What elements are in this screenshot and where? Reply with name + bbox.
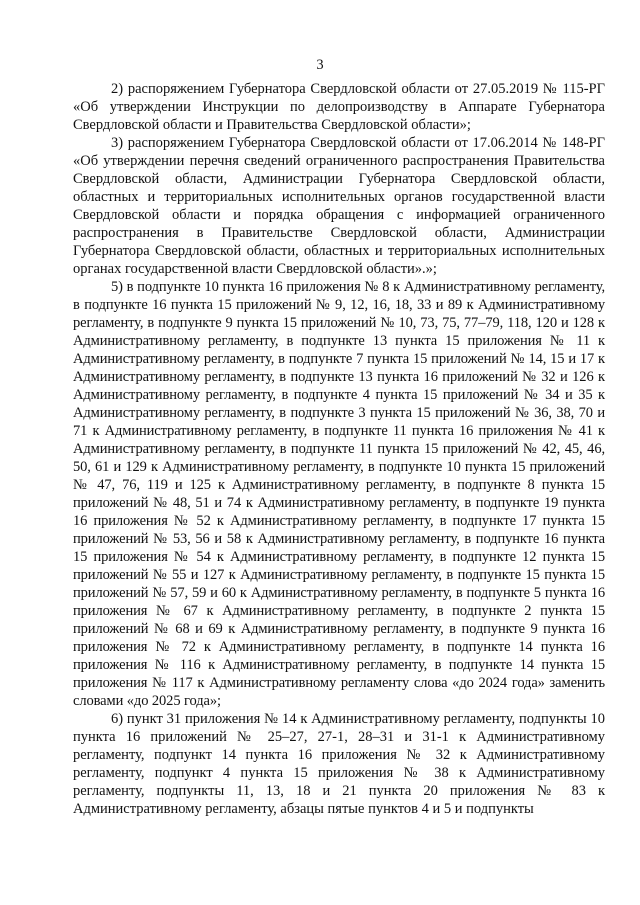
paragraph-item-2: 2) распоряжением Губернатора Свердловской области от 27.05.2019 № 115-РГ «Об утверждении Инструкции по делопроизводству в Аппарате Губернатора Свердловской области и Правительства Свердловской области»; — [73, 81, 605, 133]
paragraph-item-6: 6) пункт 31 приложения № 14 к Административному регламенту, подпункты 10 пункта 16 приложений № 25–27, 27-1, 28–31 и 31-1 к Административному регламенту, подпункт 14 пункта 16 приложения № 32 к Административному регламенту, подпункт 4 пункта 15 приложения № 38 к Административному регламенту, подпункты 11, 13, 18 и 21 пункта 20 приложения № 83 к Административному регламенту, абзацы пятые пунктов 4 и 5 и подпункты — [73, 711, 605, 817]
page-number: 3 — [316, 57, 324, 73]
document-body — [73, 80, 605, 818]
paragraph-item-3: 3) распоряжением Губернатора Свердловской области от 17.06.2014 № 148-РГ «Об утверждении перечня сведений ограниченного распространения Правительства Свердловской области, Администрации Губернатора Свердловской области, областных и территориальных исполнительных органов государственной власти Свердловской области и порядка обращения с информацией ограниченного распространения в Правительстве Свердловской области, Администрации Губернатора Свердловской области, областных и территориальных исполнительных органах государственной власти Свердловской области».»; — [73, 135, 605, 277]
paragraph-item-5: 5) в подпункте 10 пункта 16 приложения № 8 к Административному регламенту, в подпункте 16 пункта 15 приложений № 9, 12, 16, 18, 33 и 89 к Административному регламенту, в подпункте 9 пункта 15 приложений № 10, 73, 75, 77–79, 118, 120 и 128 к Административному регламенту, в подпункте 13 пункта 15 приложения № 11 к Административному регламенту, в подпункте 7 пункта 15 приложений № 14, 15 и 17 к Административному регламенту, в подпункте 13 пункта 16 приложений № 32 и 126 к Административному регламенту, в подпункте 4 пункта 15 приложений № 34 и 35 к Административному регламенту, в подпункте 3 пункта 15 приложений № 36, 38, 70 и 71 к Административному регламенту, в подпункте 11 пункта 16 приложения № 41 к Административному регламенту, в подпункте 11 пункта 15 приложений № 42, 45, 46, 50, 61 и 129 к Административному регламенту, в подпункте 10 пункта 15 приложений № 47, 76, 119 и 125 к Административному регламенту, в подпункте 8 пункта 15 приложений № 48, 51 и 74 к Административному регламенту, в подпункте 19 пункта 16 приложения № 52 к Административному регламенту, в подпункте 17 пункта 15 приложений № 53, 56 и 58 к Административному регламенту, в подпункте 16 пункта 15 приложения № 54 к Административному регламенту, в подпункте 12 пункта 15 приложений № 55 и 127 к Административному регламенту, в подпункте 15 пункта 15 приложений № 57, 59 и 60 к Административному регламенту, в подпункте 5 пункта 16 приложения № 67 к Административному регламенту, в подпункте 2 пункта 15 приложений № 68 и 69 к Административному регламенту, в подпункте 9 пункта 16 приложения № 72 к Административному регламенту, в подпункте 14 пункта 16 приложения № 116 к Административному регламенту, в подпункте 14 пункта 15 приложения № 117 к Административному регламенту слова «до 2024 года» заменить словами «до 2025 года»; — [73, 279, 605, 709]
